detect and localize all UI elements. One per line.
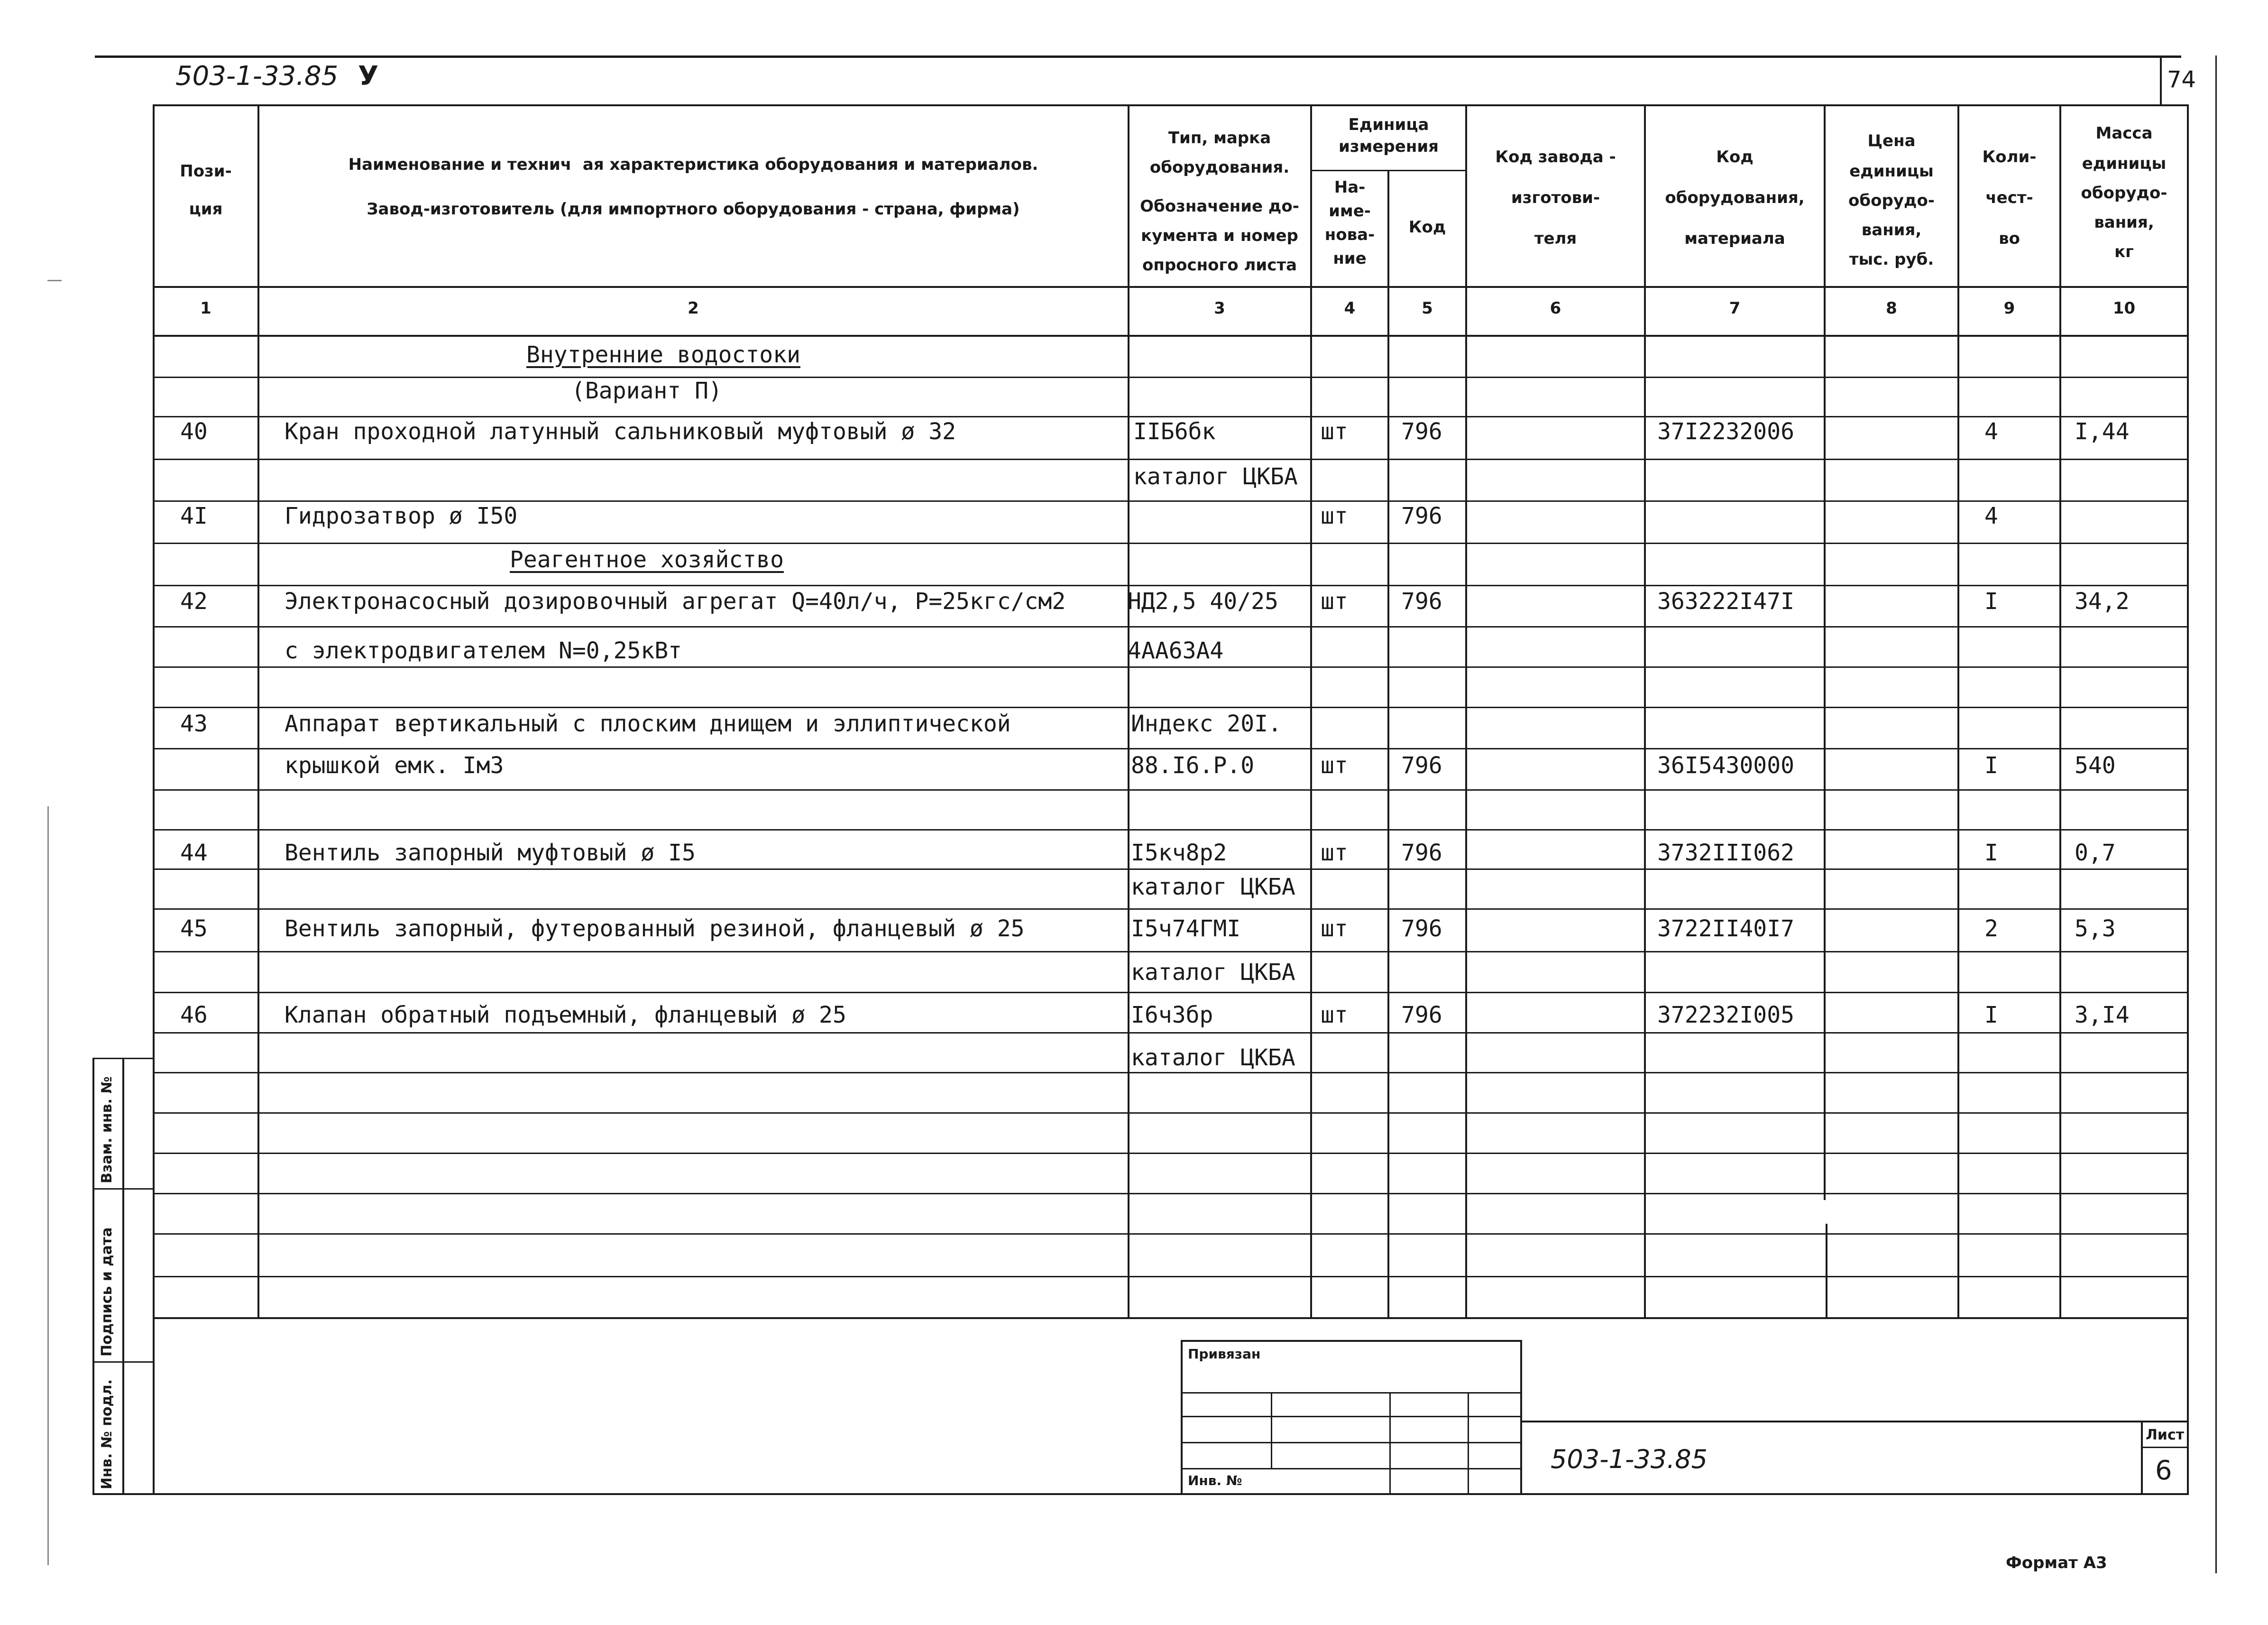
row-43-quantity: I [1984,752,1998,779]
col-divider-1 [257,104,259,1319]
row-42-type: НД2,5 40/25 [1128,588,1278,615]
row-40-unit-code: 796 [1401,418,1442,445]
col-divider-7b [1826,1224,1827,1319]
frame-right-border [2187,104,2189,1495]
header-col8-line4: вания, [1861,221,1922,240]
section-title-reagent: Реагентное хозяйство [510,546,784,573]
table-top-border [154,104,2188,106]
sheet-box-left [2141,1421,2143,1494]
sheet-label: Лист [2146,1427,2185,1443]
header-col7-line2: оборудования, [1665,188,1805,207]
row-46-mass: 3,I4 [2075,1002,2130,1028]
row-45-name: Вентиль запорный, футерованный резиной, фланцевый ø 25 [285,915,1025,942]
side-strip-divider [92,1361,154,1363]
header-bottom-border [154,286,2188,288]
row-45-type-note: каталог ЦКБА [1131,959,1295,986]
row-46-equipment-code: 372232I005 [1657,1002,1794,1028]
col-number-9: 9 [2003,299,2015,318]
header-col9-line2: чест- [1985,188,2033,207]
header-col2-line1: Наименование и технич ая характеристика оборудования и материалов. [348,155,1038,174]
header-col6-line2: изготови- [1511,188,1600,207]
header-col10-line3: оборудо- [2081,184,2167,203]
row-41-position: 4I [180,503,208,529]
row-line [154,1276,2188,1277]
row-line [154,666,2188,668]
header-col6-line1: Код завода - [1495,148,1616,166]
top-border-line [95,55,2181,58]
stamp-row-line [1181,1442,1522,1443]
col-divider-8 [1957,104,1959,1319]
col-number-4: 4 [1344,299,1356,318]
row-46-position: 46 [180,1002,208,1028]
page-number: 74 [2167,66,2196,93]
row-45-unit-code: 796 [1401,915,1442,942]
row-40-equipment-code: 37I2232006 [1657,418,1794,445]
header-col4-line3: нова- [1324,225,1375,244]
row-43-equipment-code: 36I5430000 [1657,752,1794,779]
binding-mark [47,280,62,281]
side-strip-divider [92,1188,154,1190]
col-number-1: 1 [200,299,211,318]
row-line [154,377,2188,378]
row-46-type-note: каталог ЦКБА [1131,1044,1295,1071]
header-col3-line1: Тип, марка [1168,129,1271,148]
row-46-name: Клапан обратный подъемный, фланцевый ø 25 [285,1002,846,1028]
document-code-top: 503-1-33.85 [175,61,339,92]
header-col1-line2: ция [189,200,223,219]
row-line [154,585,2188,586]
header-col10-line5: кг [2114,242,2134,261]
row-43-name: Аппарат вертикальный с плоским днищем и эллиптической [285,711,1011,737]
header-col5: Код [1408,218,1446,237]
row-44-position: 44 [180,840,208,866]
header-col6-line3: теля [1534,229,1577,248]
row-44-quantity: I [1984,840,1998,866]
row-line [154,748,2188,749]
section-subtitle-variant: (Вариант П) [571,378,722,404]
stamp-inv-label: Инв. № [1188,1473,1242,1488]
header-col8-line1: Цена [1867,131,1916,150]
frame-bottom-border [92,1493,2188,1495]
row-43-unit-code: 796 [1401,752,1442,779]
stamp-row-line [1181,1468,1522,1469]
col-divider-4 [1387,171,1389,1319]
row-40-position: 40 [180,418,208,445]
row-44-mass: 0,7 [2075,840,2116,866]
header-col4-line2: име- [1329,202,1371,221]
stamp-col-line [1389,1392,1391,1494]
header-col1-line1: Пози- [180,162,232,181]
side-strip-top [92,1058,154,1059]
header-col8-line5: тыс. руб. [1849,250,1934,269]
sheet-number: 6 [2155,1455,2172,1486]
col-number-8: 8 [1886,299,1897,318]
row-line [154,1153,2188,1154]
col-number-10: 10 [2112,299,2136,318]
table-bottom-border [154,1317,2188,1319]
row-42-unit: шт [1321,588,1348,615]
row-45-mass: 5,3 [2075,915,2116,942]
header-col10-line2: единицы [2082,154,2167,173]
row-42-name: Электронасосный дозировочный агрегат Q=40л/ч, Р=25кгс/см2 [285,588,1066,615]
row-40-quantity: 4 [1984,418,1998,445]
header-col8-line2: единицы [1849,162,1934,181]
row-42-equipment-code: 363222I47I [1657,588,1794,615]
row-44-equipment-code: 3732III062 [1657,840,1794,866]
row-line [154,543,2188,544]
col-divider-2 [1128,104,1129,1319]
unit-group-divider [1310,170,1467,171]
row-44-type-note: каталог ЦКБА [1131,874,1295,900]
stamp-col-line [1468,1392,1469,1494]
sheet-box-divider [2141,1447,2188,1448]
row-40-type: IIБ6бк [1133,418,1216,445]
page-number-box-left [2160,55,2162,105]
stamp-col-line [1271,1392,1272,1468]
row-45-position: 45 [180,915,208,942]
row-45-equipment-code: 3722II40I7 [1657,915,1794,942]
row-43-position: 43 [180,711,208,737]
side-label-podpis: Подпись и дата [99,1227,115,1357]
stamp-bound-label: Привязан [1188,1346,1261,1362]
row-40-type-note: каталог ЦКБА [1133,463,1298,490]
format-label: Формат А3 [2006,1553,2107,1572]
row-44-type: I5кч8р2 [1131,840,1227,866]
title-block-top [1522,1421,2188,1422]
row-line [154,868,2188,870]
title-block-doc-code: 503-1-33.85 [1551,1444,1708,1474]
row-46-unit-code: 796 [1401,1002,1442,1028]
row-line [154,626,2188,628]
col-number-2: 2 [688,299,699,318]
header-col3-line3: Обозначение до- [1140,197,1299,216]
header-col2-line2: Завод-изготовитель (для импортного оборудования - страна, фирма) [367,200,1020,219]
row-40-name: Кран проходной латунный сальниковый муфтовый ø 32 [285,418,956,445]
row-42-name-cont: с электродвигателем N=0,25кВт [285,637,682,664]
row-44-unit-code: 796 [1401,840,1442,866]
row-42-type-motor: 4АА63А4 [1128,637,1224,664]
header-col9-line1: Коли- [1982,148,2037,166]
col-divider-9 [2059,104,2061,1319]
page-right-edge [2215,55,2217,1573]
header-col8-line3: оборудо- [1848,191,1935,210]
row-45-type: I5ч74ГМI [1131,915,1241,942]
row-line [154,1193,2188,1194]
row-42-quantity: I [1984,588,1998,615]
header-col3-line5: опросного листа [1142,256,1297,275]
side-strip-left [92,1058,94,1495]
header-col3-line2: оборудования. [1149,158,1290,177]
header-col4-line4: ние [1333,249,1367,268]
row-41-quantity: 4 [1984,503,1998,529]
col-number-3: 3 [1214,299,1225,318]
col-number-6: 6 [1550,299,1561,318]
row-line [154,829,2188,831]
row-line [154,1032,2188,1034]
row-46-type: I6ч3бр [1131,1002,1213,1028]
row-44-name: Вентиль запорный муфтовый ø I5 [285,840,696,866]
row-line [154,789,2188,791]
row-41-name: Гидрозатвор ø I50 [285,503,518,529]
stamp-top-border [1181,1340,1522,1342]
header-col9-line3: во [1999,229,2020,248]
row-line [154,1233,2188,1235]
col-divider-6 [1644,104,1646,1319]
row-line [154,908,2188,910]
col-number-5: 5 [1422,299,1433,318]
row-44-unit: шт [1321,840,1348,866]
header-col4-line1: На- [1334,178,1366,197]
row-46-unit: шт [1321,1002,1348,1028]
row-line [154,992,2188,993]
row-41-unit-code: 796 [1401,503,1442,529]
row-43-name-cont: крышкой емк. Iм3 [285,752,504,779]
row-43-type: Индекс 20I. [1131,711,1282,737]
row-40-mass: I,44 [2075,418,2130,445]
row-43-mass: 540 [2075,752,2116,779]
row-43-type-cont: 88.I6.Р.0 [1131,752,1255,779]
col-divider-3 [1310,104,1312,1319]
side-label-inv-podl: Инв. № подл. [99,1379,115,1489]
row-line [154,951,2188,952]
side-strip-middle [122,1058,124,1495]
stamp-row-line [1181,1392,1522,1394]
row-40-unit: шт [1321,418,1348,445]
header-col7-line1: Код [1716,148,1754,166]
revision-mark: У [358,61,379,92]
header-col3-line4: кумента и номер [1141,226,1298,245]
header-unit-group-line2: измерения [1339,137,1439,156]
row-line [154,707,2188,708]
row-46-quantity: I [1984,1002,1998,1028]
row-45-quantity: 2 [1984,915,1998,942]
row-line [154,459,2188,460]
row-42-unit-code: 796 [1401,588,1442,615]
binding-line [47,806,49,1565]
header-col7-line3: материала [1684,229,1785,248]
row-line [154,1112,2188,1114]
row-42-position: 42 [180,588,208,615]
row-42-mass: 34,2 [2075,588,2130,615]
section-title-drains: Внутренние водостоки [526,342,800,368]
stamp-row-line [1181,1416,1522,1417]
header-col10-line1: Масса [2095,124,2153,143]
numbers-row-bottom-border [154,335,2188,337]
col-number-7: 7 [1729,299,1741,318]
row-43-unit: шт [1321,752,1348,779]
row-line [154,1072,2188,1073]
row-41-unit: шт [1321,503,1348,529]
row-45-unit: шт [1321,915,1348,942]
side-label-vzam: Взам. инв. № [99,1076,115,1183]
header-unit-group-line1: Единица [1348,115,1429,134]
header-col10-line4: вания, [2094,213,2154,232]
col-divider-5 [1465,104,1467,1319]
